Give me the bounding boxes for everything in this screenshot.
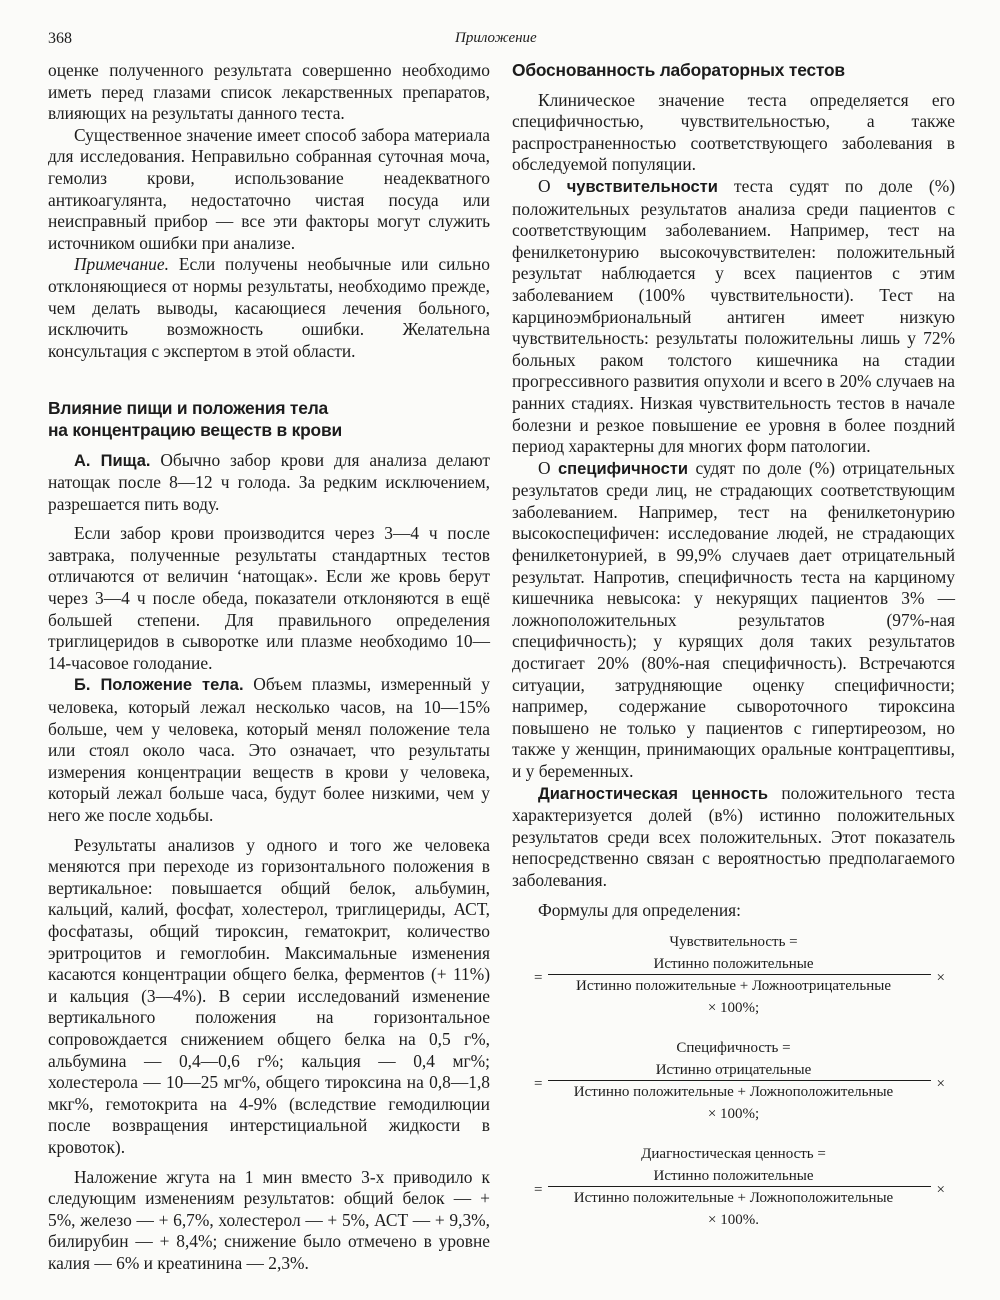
paragraph-diagnostic-value: [512, 783, 955, 892]
paragraph-position: [48, 674, 490, 826]
formula-specificity: [512, 1037, 955, 1125]
term-diagnostic-value: Диагностическая ценность: [538, 784, 769, 803]
paragraph-sensitivity: [512, 176, 955, 458]
fraction-bar: [548, 974, 931, 975]
numerator: Истинно положительные: [653, 1168, 814, 1185]
paragraph: оценке полученного результата совершенно необходимо иметь перед глазами список лекарственных препаратов, влияющих на результаты данного теста.: [48, 60, 490, 124]
text: О: [538, 175, 567, 196]
section-heading: Обоснованность лабораторных тестов: [512, 60, 845, 80]
right-column: [512, 60, 955, 1249]
term-specificity: специфичности: [558, 459, 688, 478]
formula-sensitivity: [512, 931, 955, 1019]
paragraph: Результаты анализов у одного и того же человека меняются при переходе из горизонтального положения в вертикальное: повышается общий белок, альбумин, кальций, калий, фосфат, холестерол, триглицериды, АСТ, фосфатазы, общий тироксин, гематокрит, количество эритроцитов и гемоглобин. Максимальные изменения касаются концентрации общего белка, ферментов (+ 11%) и кальция (3—4%). В серии исследований изменение вертикального положения на горизонтальное сопровождается снижением общего белка на 0,5 г%, альбумина — 0,4—0,6 г%; кальция — 0,4 мг%; холестерола — 10—25 мг%, общего тироксина на 0,8—1,8 мкг%, гемотокрита на 4-9% (вследствие гемодилюции после возвращения интерстициальной жидкости в кровоток).: [48, 834, 490, 1157]
term-sensitivity: чувствительности: [566, 177, 718, 196]
paragraph: Клиническое значение теста определяется его специфичностью, чувствительностью, а также распространенностью соответствующего заболевания в обследуемой популяции.: [512, 89, 955, 175]
formula-name: Диагностическая ценность =: [641, 1146, 826, 1163]
fraction-bar: [548, 1186, 931, 1187]
paragraph-text: Объем плазмы, измеренный у человека, который лежал несколько часов, на 10—15% больше, чем у человека, который менял положение тела или стоял около часа. Это означает, что результаты измерения концентрации веществ в крови у человека, который лежал больше часа, будут более низкими, чем у него же после ходьбы.: [48, 674, 490, 825]
equals-sign: =: [534, 1076, 543, 1093]
heading-line: на концентрацию веществ в крови: [48, 419, 342, 440]
formula-name: Чувствительность =: [669, 934, 798, 951]
times-sign: ×: [936, 1182, 945, 1199]
subheading-food: А. Пища.: [74, 451, 151, 470]
fraction: [512, 1165, 955, 1209]
denominator: Истинно положительные + Ложноотрицательные: [576, 978, 891, 995]
paragraph: Наложение жгута на 1 мин вместо 3-х приводило к следующим изменениям результатов: общий белок — + 5%, железо — + 6,7%, холестерол — + 5%, АСТ — + 9,3%, билирубин — + 8,4%; снижение было отмечено в уровне калия — 6% и креатинина — 2,3%.: [48, 1166, 490, 1273]
numerator: Истинно положительные: [653, 956, 814, 973]
note-label: Примечание.: [74, 254, 169, 275]
equals-sign: =: [534, 1182, 543, 1199]
paragraph: Существенное значение имеет способ забора материала для исследования. Неправильно собранная суточная моча, гемолиз крови, использование неадекватного антикоагулянта, недостаточно чистая посуда или неисправный прибор — все эти факторы могут служить источником ошибки при анализе.: [48, 124, 490, 253]
formula-suffix: × 100%;: [707, 1000, 760, 1017]
equals-sign: =: [534, 970, 543, 987]
page-number: 368: [48, 30, 72, 47]
times-sign: ×: [936, 1076, 945, 1093]
fraction: [512, 1059, 955, 1103]
paragraph-specificity: [512, 458, 955, 783]
fraction: [512, 953, 955, 997]
denominator: Истинно положительные + Ложноположительные: [573, 1190, 894, 1207]
formula-diagnostic-value: [512, 1143, 955, 1231]
running-head: Приложение: [455, 30, 537, 46]
paragraph-text: Обычно забор крови для анализа делают натощак после 8—12 ч голода. За редким исключением, разрешается пить воду.: [48, 449, 490, 514]
heading-line: Влияние пищи и положения тела: [48, 398, 329, 419]
note-text: Если получены необычные или сильно отклоняющиеся от нормы результаты, необходимо прежде, чем делать выводы, касающиеся лечения больного, исключить возможность ошибки. Желательна консультация с экспертом в этой области.: [48, 254, 490, 361]
formulas: [512, 931, 955, 1231]
denominator: Истинно положительные + Ложноположительные: [573, 1084, 894, 1101]
paragraph-food: [48, 450, 490, 516]
paragraph-text: положительного теста характеризуется долей (в%) истинно положительных результатов среди всех положительных. Этот показатель непосредственно связан с вероятностью предполагаемого заболевания.: [512, 782, 955, 890]
paragraph-text: теста судят по доле (%) положительных результатов анализа среди пациентов с соответствующим заболеванием. Например, тест на фенилкетонурию высокочувствителен: положительный результат наблюдается у всех пациентов с этим заболеванием (100% чувствительности). Тест на карциноэмбриональный антиген имеет низкую чувствительность: результаты положительны лишь у 72% больных раком толстого кишечника на стадии прогрессивного развития опухоли и всего в 20% случаев на ранних стадиях. Низкая чувствительность тестов в начале болезни и резкое повышение ее уровня в более поздний период характерны для многих форм патологии.: [512, 175, 955, 457]
paragraph: Если забор крови производится через 3—4 ч после завтрака, полученные результаты стандартных тестов отличаются от величин ʻнатощак». Если же кровь берут через 3—4 ч после обеда, показатели отклоняются в ещё большей степени. Для правильного определения триглицеридов в сыворотке или плазме необходимо 10—14-часовое голодание.: [48, 523, 490, 673]
paragraph-text: судят по доле (%) отрицательных результатов среди лиц, не страдающих соответствующим заболеванием. Например, тест на фенилкетонурию высокоспецифичен: исследование людей, не страдающих фенилкетонурией, в 99,9% случаев дает отрицательный результат. Напротив, специфичность теста на карциному кишечника невысока: у некурящих пациентов 3% — ложноположительных результатов (97%-ная специфичность); у курящих доля таких результатов достигает 20% (80%-ная специфичность). Встречаются ситуации, затрудняющие оценку специфичности; например, содержание сывороточного тироксина повышено не только у пациентов с гипертиреозом, но также у женщин, принимающих оральные контрацептивы, и у беременных.: [512, 457, 955, 781]
times-sign: ×: [936, 970, 945, 987]
paragraph: Формулы для определения:: [538, 899, 741, 920]
fraction-bar: [548, 1080, 931, 1081]
section-heading: [48, 398, 490, 441]
text: О: [538, 457, 558, 478]
subheading-position: Б. Положение тела.: [74, 676, 244, 695]
numerator: Истинно отрицательные: [655, 1062, 812, 1079]
note-paragraph: [48, 254, 490, 362]
formula-suffix: × 100%.: [708, 1212, 759, 1229]
formula-name: Специфичность =: [676, 1040, 791, 1057]
formula-suffix: × 100%;: [707, 1106, 760, 1123]
left-column: [48, 60, 490, 1274]
